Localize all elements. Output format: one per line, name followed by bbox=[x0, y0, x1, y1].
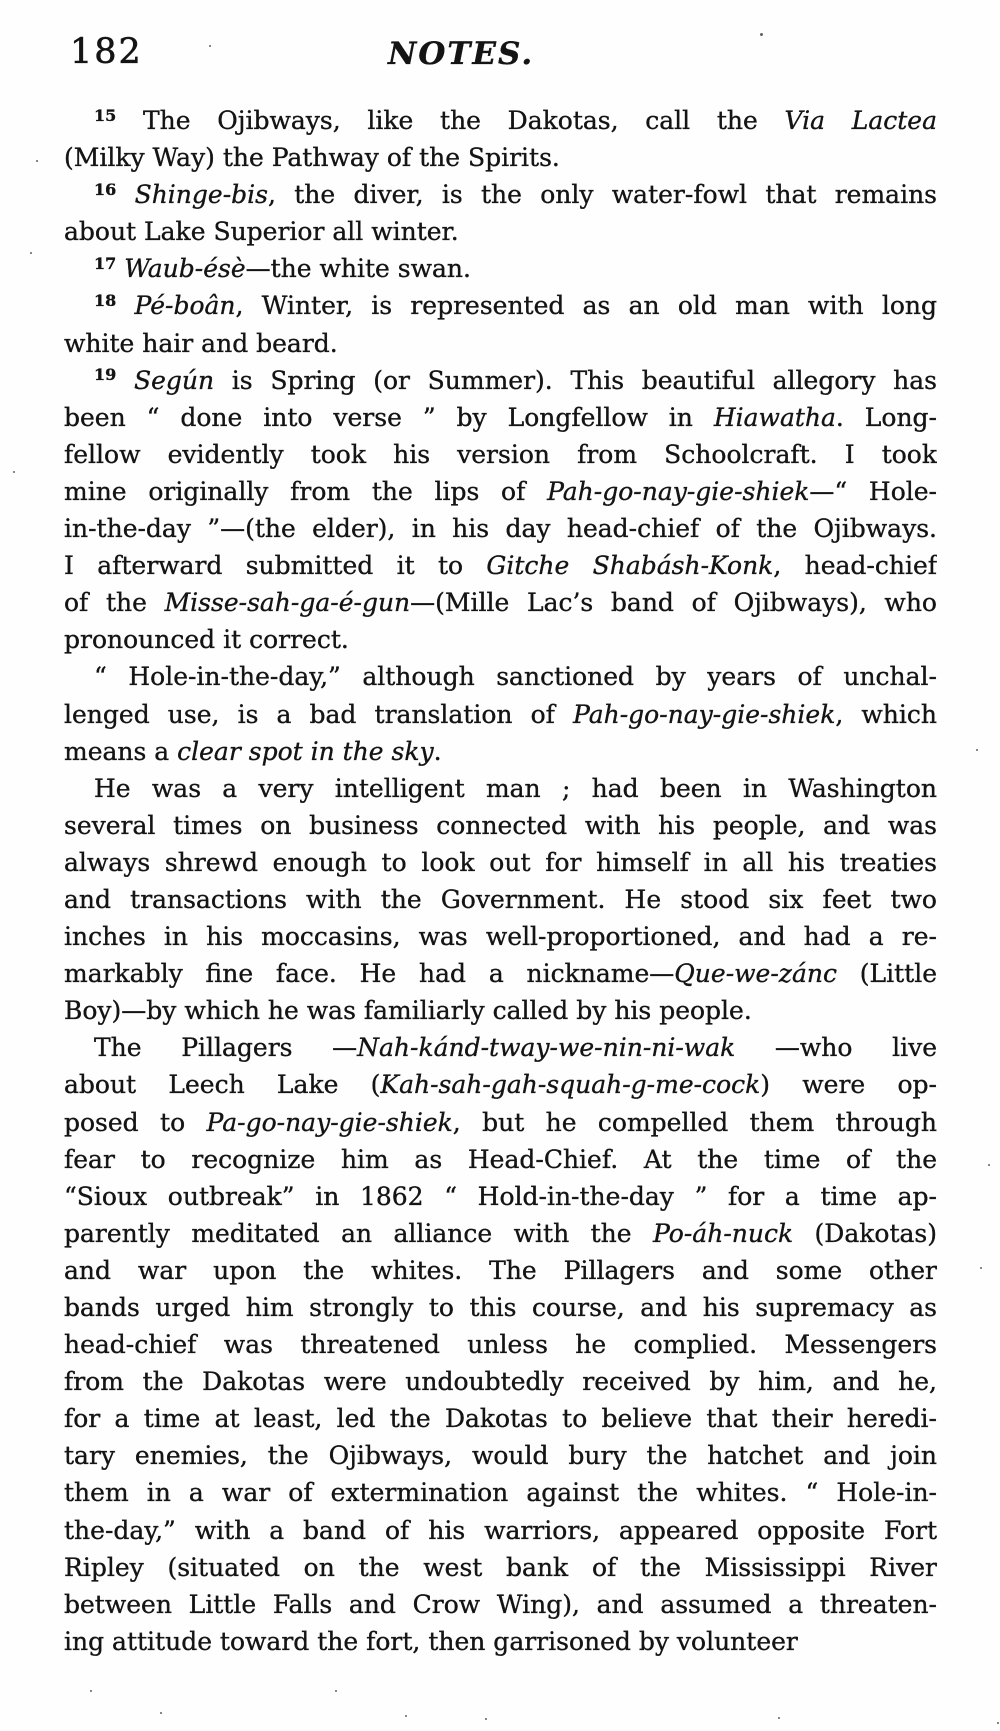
text-line bbox=[64, 1400, 937, 1437]
italic-term: Pé-boân bbox=[134, 291, 236, 321]
italic-term: Según bbox=[133, 365, 215, 395]
text-segment: —the white swan. bbox=[245, 254, 471, 284]
text-segment bbox=[116, 366, 134, 395]
text-line bbox=[64, 621, 937, 658]
text-segment bbox=[116, 291, 134, 320]
text-line bbox=[64, 1474, 937, 1511]
text-segment: from the Dakotas were undoubtedly received by him, and he, bbox=[64, 1367, 937, 1397]
text-line bbox=[64, 992, 937, 1029]
paragraph bbox=[64, 1029, 937, 1660]
text-line bbox=[64, 1326, 937, 1363]
text-segment: —who live bbox=[735, 1033, 937, 1063]
page-body-text bbox=[64, 102, 937, 1660]
text-line bbox=[64, 1512, 937, 1549]
text-segment: tary enemies, the Ojibways, would bury the hatchet and join bbox=[64, 1441, 937, 1471]
text-segment: “Sioux outbreak” in 1862 “ Hold-in-the-day ” for a time ap- bbox=[64, 1181, 937, 1211]
text-segment: , but he compelled them through bbox=[452, 1107, 937, 1137]
text-segment: , head-chief bbox=[773, 551, 937, 581]
paragraph bbox=[64, 287, 937, 361]
italic-term: Po-áh-nuck bbox=[653, 1218, 794, 1248]
text-segment: inches in his moccasins, was well-proportioned, and had a re- bbox=[64, 922, 937, 952]
text-line bbox=[64, 1104, 937, 1141]
text-segment: fellow evidently took his version from Schoolcraft. I took bbox=[64, 439, 937, 469]
scan-speck bbox=[485, 1718, 487, 1720]
text-segment: and war upon the whites. The Pillagers and some other bbox=[64, 1255, 937, 1285]
text-segment: The Pillagers — bbox=[94, 1033, 358, 1063]
italic-term: Via Lactea bbox=[784, 106, 937, 135]
italic-term: Pa-go-nay-gie-shiek bbox=[206, 1107, 453, 1137]
text-segment: always shrewd enough to look out for himself in all his treaties bbox=[64, 847, 937, 877]
text-line bbox=[64, 881, 937, 918]
scan-speck bbox=[976, 749, 978, 751]
italic-term: Pah-go-nay-gie-shiek bbox=[547, 476, 810, 506]
scan-speck bbox=[209, 45, 211, 47]
text-segment: the-day,” with a band of his warriors, appeared opposite Fort bbox=[64, 1515, 937, 1545]
text-segment: white hair and beard. bbox=[64, 328, 338, 358]
text-line bbox=[64, 733, 937, 770]
text-line bbox=[64, 807, 937, 844]
text-line bbox=[64, 1029, 937, 1066]
paragraph bbox=[64, 102, 937, 176]
text-segment: pronounced it correct. bbox=[64, 625, 349, 655]
text-line bbox=[64, 1066, 937, 1103]
text-line bbox=[64, 213, 937, 250]
text-line bbox=[64, 1178, 937, 1215]
text-segment: (Little bbox=[836, 959, 937, 989]
text-segment: —(Mille Lac’s band of Ojibways), who bbox=[410, 588, 937, 618]
text-line bbox=[64, 955, 937, 992]
text-line bbox=[64, 547, 937, 584]
italic-term: Hiawatha bbox=[713, 402, 836, 432]
text-line bbox=[64, 1141, 937, 1178]
paragraph bbox=[64, 658, 937, 769]
text-line bbox=[64, 1215, 937, 1252]
scan-speck bbox=[36, 160, 38, 162]
text-segment: fear to recognize him as Head-Chief. At the time of the bbox=[64, 1144, 937, 1174]
text-line bbox=[64, 584, 937, 621]
footnote-number: 16 bbox=[94, 179, 117, 199]
text-line bbox=[64, 1437, 937, 1474]
text-segment: Ripley (situated on the west bank of the Mississippi River bbox=[64, 1552, 937, 1582]
footnote-number: 17 bbox=[94, 254, 117, 274]
text-segment: between Little Falls and Crow Wing), and assumed a threaten- bbox=[64, 1589, 937, 1619]
text-segment: been “ done into verse ” by Longfellow in bbox=[64, 402, 714, 432]
scan-speck bbox=[160, 1712, 162, 1714]
text-line bbox=[64, 696, 937, 733]
text-segment: of the bbox=[64, 588, 165, 618]
paragraph bbox=[64, 176, 937, 250]
text-segment: , the diver, is the only water-fowl that remains bbox=[267, 180, 937, 210]
italic-term: Que-we-zánc bbox=[674, 959, 837, 989]
text-segment: is Spring (or Summer). This beautiful allegory has bbox=[214, 365, 937, 395]
text-line bbox=[64, 658, 937, 695]
italic-term: Shinge-bis bbox=[134, 180, 268, 210]
text-line bbox=[64, 770, 937, 807]
text-line bbox=[64, 139, 937, 176]
text-segment: I afterward submitted it to bbox=[64, 551, 487, 581]
text-line bbox=[64, 1549, 937, 1586]
text-line bbox=[64, 510, 937, 547]
text-segment bbox=[116, 180, 134, 209]
text-line bbox=[64, 918, 937, 955]
paragraph bbox=[64, 362, 937, 659]
italic-term: Waub-ésè bbox=[124, 254, 246, 284]
text-segment: head-chief was threatened unless he complied. Messengers bbox=[64, 1330, 937, 1360]
text-segment: parently meditated an alliance with the bbox=[64, 1218, 653, 1248]
text-segment: The Ojibways, like the Dakotas, call the bbox=[116, 106, 785, 135]
running-head: NOTES. bbox=[388, 36, 535, 72]
text-segment: (Dakotas) bbox=[793, 1218, 937, 1248]
text-line bbox=[64, 250, 937, 287]
text-segment: for a time at least, led the Dakotas to believe that their heredi- bbox=[64, 1404, 937, 1434]
italic-term: clear spot in the sky bbox=[177, 736, 434, 766]
text-segment: and transactions with the Government. He stood six feet two bbox=[64, 884, 937, 914]
text-line bbox=[64, 102, 937, 139]
text-line bbox=[64, 399, 937, 436]
text-segment: He was a very intelligent man ; had been in Washington bbox=[94, 773, 937, 803]
scan-speck bbox=[980, 1267, 982, 1269]
paragraph bbox=[64, 770, 937, 1030]
scan-speck bbox=[405, 1715, 407, 1717]
text-segment: markably fine face. He had a nickname— bbox=[64, 959, 675, 989]
text-segment: “ Hole-in-the-day,” although sanctioned by years of unchal- bbox=[94, 662, 937, 692]
text-segment: lenged use, is a bad translation of bbox=[64, 699, 573, 729]
text-segment: , which bbox=[835, 699, 937, 729]
text-line bbox=[64, 176, 937, 213]
scan-speck bbox=[997, 1722, 999, 1724]
footnote-number: 19 bbox=[94, 365, 117, 385]
scan-speck bbox=[760, 33, 763, 36]
text-line bbox=[64, 844, 937, 881]
footnote-number: 15 bbox=[94, 105, 117, 125]
text-segment: bands urged him strongly to this course, and his supremacy as bbox=[64, 1293, 937, 1322]
text-segment: —“ Hole- bbox=[809, 476, 937, 506]
text-segment: (Milky Way) the Pathway of the Spirits. bbox=[64, 143, 560, 173]
scan-speck bbox=[988, 1164, 990, 1166]
text-line bbox=[64, 362, 937, 399]
text-line bbox=[64, 1623, 937, 1660]
footnote-number: 18 bbox=[94, 291, 117, 311]
page-number: 182 bbox=[70, 32, 143, 72]
text-segment: ) were op- bbox=[760, 1070, 937, 1100]
text-segment: . Long- bbox=[835, 402, 937, 432]
text-segment: several times on business connected with his people, and was bbox=[64, 810, 937, 840]
text-segment: means a bbox=[64, 736, 178, 766]
italic-term: Nah-kánd-tway-we-nin-ni-wak bbox=[357, 1033, 736, 1063]
italic-term: Pah-go-nay-gie-shiek bbox=[573, 699, 836, 729]
italic-term: Misse-sah-ga-é-gun bbox=[164, 588, 411, 618]
text-segment: Boy)—by which he was familiarly called by his people. bbox=[64, 996, 752, 1026]
text-line bbox=[64, 1363, 937, 1400]
text-segment: them in a war of extermination against the whites. “ Hole-in- bbox=[64, 1478, 937, 1508]
scan-speck bbox=[13, 471, 15, 473]
text-line bbox=[64, 287, 937, 324]
text-line bbox=[64, 436, 937, 473]
paragraph bbox=[64, 250, 937, 287]
text-line bbox=[64, 325, 937, 362]
text-line bbox=[64, 1289, 937, 1326]
text-segment: . bbox=[433, 736, 442, 766]
scan-speck bbox=[90, 1690, 92, 1692]
text-segment: posed to bbox=[64, 1107, 207, 1137]
text-line bbox=[64, 1252, 937, 1289]
italic-term: Gitche Shabásh-Konk bbox=[486, 551, 774, 581]
scan-speck bbox=[30, 252, 32, 254]
italic-term: Kah-sah-gah-squah-g-me-cock bbox=[380, 1070, 761, 1100]
scan-speck bbox=[778, 1717, 780, 1719]
text-segment: about Leech Lake ( bbox=[64, 1070, 381, 1100]
text-segment: mine originally from the lips of bbox=[64, 476, 548, 506]
scan-speck bbox=[335, 1690, 337, 1692]
text-segment: , Winter, is represented as an old man with long bbox=[235, 291, 937, 321]
text-segment: ing attitude toward the fort, then garrisoned by volunteer bbox=[64, 1626, 798, 1656]
text-segment: about Lake Superior all winter. bbox=[64, 217, 459, 247]
text-segment: in-the-day ”—(the elder), in his day head-chief of the Ojibways. bbox=[64, 514, 937, 544]
text-line bbox=[64, 473, 937, 510]
text-line bbox=[64, 1586, 937, 1623]
